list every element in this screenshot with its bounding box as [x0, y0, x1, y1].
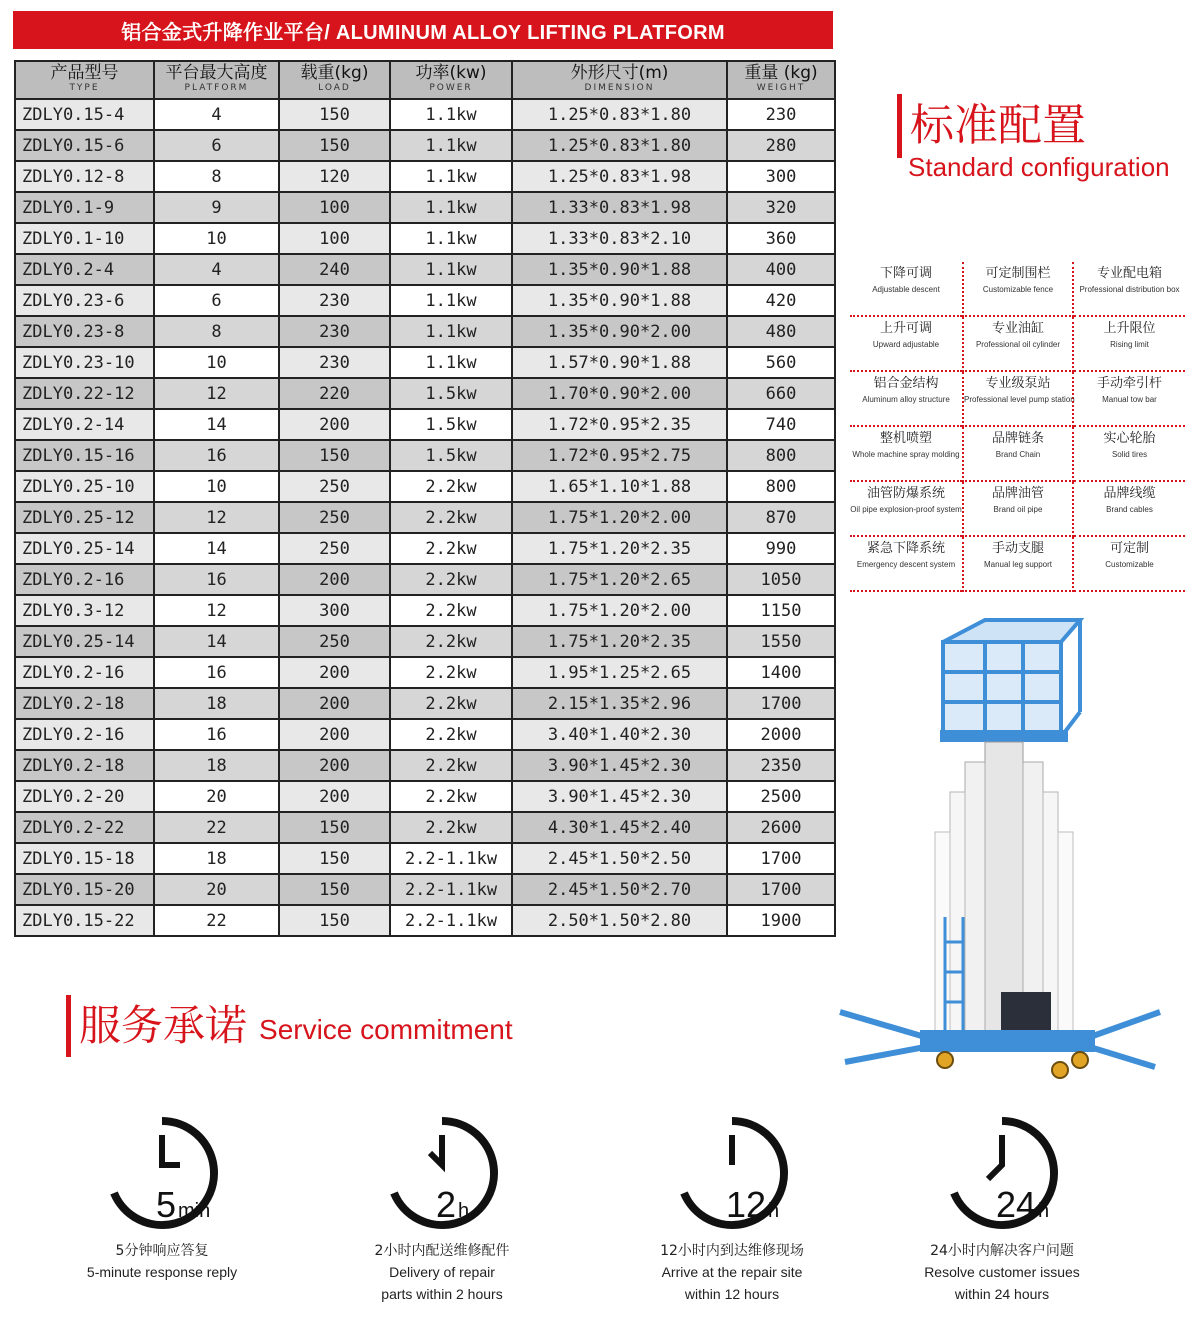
- standard-config-subtitle: Standard configuration: [908, 152, 1170, 182]
- config-item-en: Professional oil cylinder: [975, 340, 1061, 349]
- clock-unit: h: [458, 1200, 470, 1222]
- config-item-en: Professional level pump station: [964, 395, 1075, 404]
- clock-unit: min: [178, 1200, 211, 1222]
- weight-cell: 360: [727, 223, 835, 254]
- power-cell: 2.2-1.1kw: [390, 874, 512, 905]
- weight-cell: 400: [727, 254, 835, 285]
- type-cell: ZDLY0.2-18: [15, 750, 154, 781]
- table-row: [15, 192, 835, 223]
- type-cell: ZDLY0.2-16: [15, 657, 154, 688]
- table-row: [15, 440, 835, 471]
- load-cell: 240: [279, 254, 390, 285]
- platform-height-cell: 12: [154, 502, 279, 533]
- mast-columns: [935, 742, 1073, 1032]
- type-cell: ZDLY0.2-20: [15, 781, 154, 812]
- weight-cell: 870: [727, 502, 835, 533]
- clock-unit: h: [768, 1200, 780, 1222]
- table-row: [15, 223, 835, 254]
- service-item-cn: 24小时内解决客户问题: [930, 1243, 1074, 1259]
- service-item-en: parts within 2 hours: [381, 1286, 503, 1302]
- config-item-cn: 可定制围栏: [985, 266, 1051, 281]
- lifting-platform-image: [835, 612, 1165, 1087]
- table-row: [15, 688, 835, 719]
- config-item-cn: 专业配电箱: [1096, 266, 1162, 281]
- table-row: [15, 750, 835, 781]
- config-item-en: Emergency descent system: [856, 560, 956, 569]
- config-item: [962, 482, 1074, 537]
- weight-cell: 560: [727, 347, 835, 378]
- weight-cell: 800: [727, 440, 835, 471]
- config-item-cn: 整机喷塑: [879, 431, 932, 446]
- platform-floor: [940, 730, 1068, 742]
- table-row: [15, 161, 835, 192]
- load-cell: 150: [279, 812, 390, 843]
- power-cell: 1.1kw: [390, 223, 512, 254]
- config-item: [1074, 482, 1185, 537]
- config-item-cn: 下降可调: [879, 266, 932, 281]
- power-cell: 2.2kw: [390, 626, 512, 657]
- platform-height-cell: 4: [154, 99, 279, 130]
- type-cell: ZDLY0.1-10: [15, 223, 154, 254]
- power-cell: 1.1kw: [390, 285, 512, 316]
- load-cell: 250: [279, 502, 390, 533]
- config-item: [1074, 372, 1185, 427]
- power-cell: 2.2kw: [390, 502, 512, 533]
- platform-height-cell: 8: [154, 161, 279, 192]
- config-item-en: Manual leg support: [983, 560, 1053, 569]
- weight-cell: 1700: [727, 874, 835, 905]
- load-cell: 150: [279, 130, 390, 161]
- clock-icon: [102, 1113, 222, 1233]
- config-item-en: Aluminum alloy structure: [862, 395, 950, 404]
- power-cell: 1.5kw: [390, 378, 512, 409]
- config-item-en: Brand cables: [1106, 505, 1153, 514]
- config-item-cn: 油管防爆系统: [866, 486, 945, 501]
- table-row: [15, 595, 835, 626]
- table-row: [15, 657, 835, 688]
- weight-cell: 1050: [727, 564, 835, 595]
- load-cell: 250: [279, 471, 390, 502]
- power-cell: 2.2kw: [390, 688, 512, 719]
- config-item-en: Brand oil pipe: [993, 505, 1043, 514]
- power-cell: 1.1kw: [390, 99, 512, 130]
- weight-cell: 300: [727, 161, 835, 192]
- platform-height-cell: 18: [154, 750, 279, 781]
- type-cell: ZDLY0.15-20: [15, 874, 154, 905]
- chassis: [920, 1030, 1095, 1052]
- dimension-cell: 1.25*0.83*1.98: [512, 161, 727, 192]
- clock-hands: [162, 1135, 180, 1165]
- dimension-cell: 1.25*0.83*1.80: [512, 99, 727, 130]
- col-type: 产品型号 TYPE: [15, 61, 154, 99]
- dimension-cell: 1.95*1.25*2.65: [512, 657, 727, 688]
- load-cell: 250: [279, 626, 390, 657]
- dimension-cell: 1.70*0.90*2.00: [512, 378, 727, 409]
- platform-height-cell: 8: [154, 316, 279, 347]
- config-item: [850, 317, 962, 372]
- load-cell: 120: [279, 161, 390, 192]
- dimension-cell: 1.35*0.90*1.88: [512, 254, 727, 285]
- config-item: [1074, 427, 1185, 482]
- table-header-row: [15, 61, 835, 99]
- dimension-cell: 1.65*1.10*1.88: [512, 471, 727, 502]
- config-item: [1074, 317, 1185, 372]
- config-grid: [850, 262, 1185, 592]
- config-item: [1074, 262, 1185, 317]
- dimension-cell: 1.25*0.83*1.80: [512, 130, 727, 161]
- load-cell: 220: [279, 378, 390, 409]
- platform-height-cell: 16: [154, 719, 279, 750]
- platform-height-cell: 18: [154, 688, 279, 719]
- service-item-en: within 12 hours: [684, 1286, 780, 1302]
- type-cell: ZDLY0.2-22: [15, 812, 154, 843]
- service-item-en: within 24 hours: [954, 1286, 1050, 1302]
- power-cell: 2.2kw: [390, 657, 512, 688]
- dimension-cell: 1.75*1.20*2.35: [512, 533, 727, 564]
- dimension-cell: 1.75*1.20*2.35: [512, 626, 727, 657]
- config-item: [850, 262, 962, 317]
- table-row: [15, 874, 835, 905]
- weight-cell: 660: [727, 378, 835, 409]
- service-item: [52, 1113, 272, 1283]
- load-cell: 200: [279, 657, 390, 688]
- config-item-cn: 可定制: [1109, 541, 1149, 556]
- clock-icon: [382, 1113, 502, 1233]
- dimension-cell: 2.50*1.50*2.80: [512, 905, 727, 936]
- platform-height-cell: 22: [154, 812, 279, 843]
- col-power: 功率(kw) POWER: [390, 61, 512, 99]
- config-item-cn: 上升限位: [1103, 321, 1156, 336]
- col-weight: 重量 (kg) WEIGHT: [727, 61, 835, 99]
- dimension-cell: 2.45*1.50*2.50: [512, 843, 727, 874]
- load-cell: 300: [279, 595, 390, 626]
- clock-icon: [942, 1113, 1062, 1233]
- table-row: [15, 471, 835, 502]
- table-row: [15, 781, 835, 812]
- load-cell: 230: [279, 285, 390, 316]
- platform-height-cell: 14: [154, 533, 279, 564]
- dimension-cell: 3.90*1.45*2.30: [512, 750, 727, 781]
- type-cell: ZDLY0.1-9: [15, 192, 154, 223]
- config-item-cn: 专业油缸: [991, 321, 1044, 336]
- config-item-en: Customizable: [1105, 560, 1154, 569]
- type-cell: ZDLY0.12-8: [15, 161, 154, 192]
- config-item-cn: 专业级泵站: [985, 376, 1051, 391]
- clock-number: 24: [996, 1184, 1037, 1225]
- power-cell: 2.2-1.1kw: [390, 843, 512, 874]
- clock-hands: [988, 1135, 1002, 1179]
- service-item-cn: 5分钟响应答复: [115, 1243, 209, 1259]
- load-cell: 200: [279, 688, 390, 719]
- table-row: [15, 347, 835, 378]
- platform-height-cell: 12: [154, 378, 279, 409]
- col-platform: 平台最大高度 PLATFORM: [154, 61, 279, 99]
- power-cell: 1.1kw: [390, 161, 512, 192]
- clock-number: 12: [726, 1184, 767, 1225]
- power-cell: 1.1kw: [390, 347, 512, 378]
- type-cell: ZDLY0.25-10: [15, 471, 154, 502]
- power-cell: 1.1kw: [390, 254, 512, 285]
- table-body: [15, 99, 835, 936]
- power-cell: 2.2kw: [390, 750, 512, 781]
- config-item-en: Solid tires: [1111, 450, 1148, 459]
- platform-height-cell: 6: [154, 285, 279, 316]
- power-cell: 2.2-1.1kw: [390, 905, 512, 936]
- wheels: [937, 1052, 1088, 1078]
- load-cell: 200: [279, 719, 390, 750]
- pump-unit: [1001, 992, 1051, 1032]
- config-item: [962, 262, 1074, 317]
- weight-cell: 230: [727, 99, 835, 130]
- load-cell: 250: [279, 533, 390, 564]
- page-banner: 铝合金式升降作业平台/ ALUMINUM ALLOY LIFTING PLATFORM: [13, 11, 833, 49]
- config-item-en: Manual tow bar: [1102, 395, 1157, 404]
- type-cell: ZDLY0.23-10: [15, 347, 154, 378]
- type-cell: ZDLY0.15-4: [15, 99, 154, 130]
- platform-height-cell: 22: [154, 905, 279, 936]
- platform-height-cell: 10: [154, 347, 279, 378]
- platform-height-cell: 14: [154, 409, 279, 440]
- weight-cell: 2600: [727, 812, 835, 843]
- dimension-cell: 1.33*0.83*2.10: [512, 223, 727, 254]
- power-cell: 2.2kw: [390, 564, 512, 595]
- service-item-en: Resolve customer issues: [924, 1264, 1080, 1280]
- type-cell: ZDLY0.23-6: [15, 285, 154, 316]
- table-row: [15, 812, 835, 843]
- type-cell: ZDLY0.22-12: [15, 378, 154, 409]
- config-item: [962, 427, 1074, 482]
- platform-height-cell: 9: [154, 192, 279, 223]
- spec-table: [14, 60, 836, 937]
- config-item: [962, 537, 1074, 592]
- type-cell: ZDLY0.25-14: [15, 626, 154, 657]
- table-row: [15, 316, 835, 347]
- weight-cell: 740: [727, 409, 835, 440]
- config-item-en: Customizable fence: [982, 285, 1054, 294]
- dimension-cell: 3.40*1.40*2.30: [512, 719, 727, 750]
- weight-cell: 1550: [727, 626, 835, 657]
- service-commitment-heading: [66, 995, 513, 1057]
- power-cell: 1.5kw: [390, 440, 512, 471]
- config-item: [962, 372, 1074, 427]
- weight-cell: 1900: [727, 905, 835, 936]
- config-item-cn: 品牌油管: [991, 486, 1044, 501]
- config-item-en: Brand Chain: [995, 450, 1041, 459]
- load-cell: 150: [279, 99, 390, 130]
- load-cell: 200: [279, 564, 390, 595]
- type-cell: ZDLY0.25-12: [15, 502, 154, 533]
- col-load: 载重(kg) LOAD: [279, 61, 390, 99]
- weight-cell: 420: [727, 285, 835, 316]
- dimension-cell: 2.45*1.50*2.70: [512, 874, 727, 905]
- type-cell: ZDLY0.15-18: [15, 843, 154, 874]
- weight-cell: 320: [727, 192, 835, 223]
- weight-cell: 2000: [727, 719, 835, 750]
- standard-config-heading: [897, 94, 1086, 158]
- config-item-en: Oil pipe explosion-proof system: [850, 505, 962, 514]
- weight-cell: 280: [727, 130, 835, 161]
- weight-cell: 1400: [727, 657, 835, 688]
- load-cell: 150: [279, 440, 390, 471]
- table-row: [15, 843, 835, 874]
- power-cell: 2.2kw: [390, 595, 512, 626]
- col-dimension: 外形尺寸(m) DIMENSION: [512, 61, 727, 99]
- table-row: [15, 99, 835, 130]
- config-item-en: Adjustable descent: [872, 285, 940, 294]
- service-item-en: Delivery of repair: [389, 1264, 495, 1280]
- platform-height-cell: 18: [154, 843, 279, 874]
- clock-icon: [672, 1113, 792, 1233]
- clock-number: 5: [156, 1184, 177, 1225]
- load-cell: 230: [279, 316, 390, 347]
- load-cell: 100: [279, 192, 390, 223]
- weight-cell: 480: [727, 316, 835, 347]
- service-item-en: 5-minute response reply: [86, 1264, 238, 1280]
- config-item: [962, 317, 1074, 372]
- type-cell: ZDLY0.2-4: [15, 254, 154, 285]
- service-item-cn: 2小时内配送维修配件: [374, 1243, 510, 1259]
- table-row: [15, 719, 835, 750]
- load-cell: 150: [279, 874, 390, 905]
- config-item-cn: 手动牵引杆: [1096, 376, 1162, 391]
- config-item: [1074, 537, 1185, 592]
- dimension-cell: 1.75*1.20*2.65: [512, 564, 727, 595]
- config-item-en: Whole machine spray molding: [852, 450, 960, 459]
- dimension-cell: 1.72*0.95*2.75: [512, 440, 727, 471]
- platform-height-cell: 14: [154, 626, 279, 657]
- dimension-cell: 1.33*0.83*1.98: [512, 192, 727, 223]
- weight-cell: 2500: [727, 781, 835, 812]
- table-row: [15, 254, 835, 285]
- table-row: [15, 905, 835, 936]
- standard-config-title: 标准配置: [910, 100, 1086, 151]
- dimension-cell: 1.75*1.20*2.00: [512, 502, 727, 533]
- platform-height-cell: 20: [154, 781, 279, 812]
- load-cell: 200: [279, 409, 390, 440]
- platform-height-cell: 12: [154, 595, 279, 626]
- table-row: [15, 626, 835, 657]
- config-item-en: Rising limit: [1110, 340, 1149, 349]
- table-row: [15, 533, 835, 564]
- dimension-cell: 1.35*0.90*2.00: [512, 316, 727, 347]
- platform-height-cell: 16: [154, 564, 279, 595]
- dimension-cell: 1.72*0.95*2.35: [512, 409, 727, 440]
- table-row: [15, 409, 835, 440]
- config-item: [850, 537, 962, 592]
- config-item-cn: 紧急下降系统: [866, 541, 945, 556]
- power-cell: 2.2kw: [390, 781, 512, 812]
- weight-cell: 1700: [727, 688, 835, 719]
- weight-cell: 1700: [727, 843, 835, 874]
- service-item: [892, 1113, 1112, 1305]
- dimension-cell: 1.75*1.20*2.00: [512, 595, 727, 626]
- load-cell: 150: [279, 843, 390, 874]
- platform-basket: [943, 620, 1080, 737]
- table-row: [15, 285, 835, 316]
- config-item: [850, 482, 962, 537]
- table-row: [15, 378, 835, 409]
- service-item-cn: 12小时内到达维修现场: [660, 1243, 804, 1259]
- platform-height-cell: 4: [154, 254, 279, 285]
- type-cell: ZDLY0.15-22: [15, 905, 154, 936]
- load-cell: 200: [279, 781, 390, 812]
- load-cell: 100: [279, 223, 390, 254]
- table-row: [15, 130, 835, 161]
- type-cell: ZDLY0.2-18: [15, 688, 154, 719]
- config-item-en: Professional distribution box: [1079, 285, 1180, 294]
- dimension-cell: 2.15*1.35*2.96: [512, 688, 727, 719]
- type-cell: ZDLY0.2-14: [15, 409, 154, 440]
- dimension-cell: 4.30*1.45*2.40: [512, 812, 727, 843]
- dimension-cell: 1.57*0.90*1.88: [512, 347, 727, 378]
- power-cell: 2.2kw: [390, 812, 512, 843]
- type-cell: ZDLY0.3-12: [15, 595, 154, 626]
- weight-cell: 1150: [727, 595, 835, 626]
- config-item: [850, 372, 962, 427]
- weight-cell: 990: [727, 533, 835, 564]
- config-item-cn: 铝合金结构: [873, 376, 939, 391]
- platform-height-cell: 16: [154, 657, 279, 688]
- type-cell: ZDLY0.2-16: [15, 564, 154, 595]
- power-cell: 1.1kw: [390, 316, 512, 347]
- config-item: [850, 427, 962, 482]
- config-item-cn: 上升可调: [879, 321, 932, 336]
- config-item-cn: 品牌链条: [991, 431, 1044, 446]
- heading-accent-bar: [66, 995, 71, 1057]
- platform-height-cell: 10: [154, 223, 279, 254]
- platform-height-cell: 20: [154, 874, 279, 905]
- service-item-en: Arrive at the repair site: [661, 1264, 803, 1280]
- load-cell: 150: [279, 905, 390, 936]
- power-cell: 2.2kw: [390, 471, 512, 502]
- type-cell: ZDLY0.15-16: [15, 440, 154, 471]
- weight-cell: 2350: [727, 750, 835, 781]
- platform-height-cell: 10: [154, 471, 279, 502]
- weight-cell: 800: [727, 471, 835, 502]
- config-item-cn: 品牌线缆: [1103, 486, 1156, 501]
- config-item-cn: 手动支腿: [991, 541, 1044, 556]
- dimension-cell: 1.35*0.90*1.88: [512, 285, 727, 316]
- config-item-cn: 实心轮胎: [1103, 431, 1156, 446]
- platform-height-cell: 6: [154, 130, 279, 161]
- type-cell: ZDLY0.2-16: [15, 719, 154, 750]
- load-cell: 200: [279, 750, 390, 781]
- config-item-en: Upward adjustable: [872, 340, 940, 349]
- service-item: [622, 1113, 842, 1305]
- power-cell: 1.1kw: [390, 130, 512, 161]
- clock-unit: h: [1038, 1200, 1050, 1222]
- table-row: [15, 502, 835, 533]
- power-cell: 2.2kw: [390, 533, 512, 564]
- type-cell: ZDLY0.23-8: [15, 316, 154, 347]
- dimension-cell: 3.90*1.45*2.30: [512, 781, 727, 812]
- power-cell: 1.5kw: [390, 409, 512, 440]
- type-cell: ZDLY0.15-6: [15, 130, 154, 161]
- clock-hands: [430, 1135, 442, 1165]
- service-title-cn: 服务承诺: [79, 1001, 248, 1050]
- service-item: [332, 1113, 552, 1305]
- service-title-en: Service commitment: [259, 1014, 513, 1045]
- type-cell: ZDLY0.25-14: [15, 533, 154, 564]
- power-cell: 1.1kw: [390, 192, 512, 223]
- heading-accent-bar: [897, 94, 902, 158]
- table-row: [15, 564, 835, 595]
- clock-number: 2: [436, 1184, 457, 1225]
- platform-height-cell: 16: [154, 440, 279, 471]
- power-cell: 2.2kw: [390, 719, 512, 750]
- load-cell: 230: [279, 347, 390, 378]
